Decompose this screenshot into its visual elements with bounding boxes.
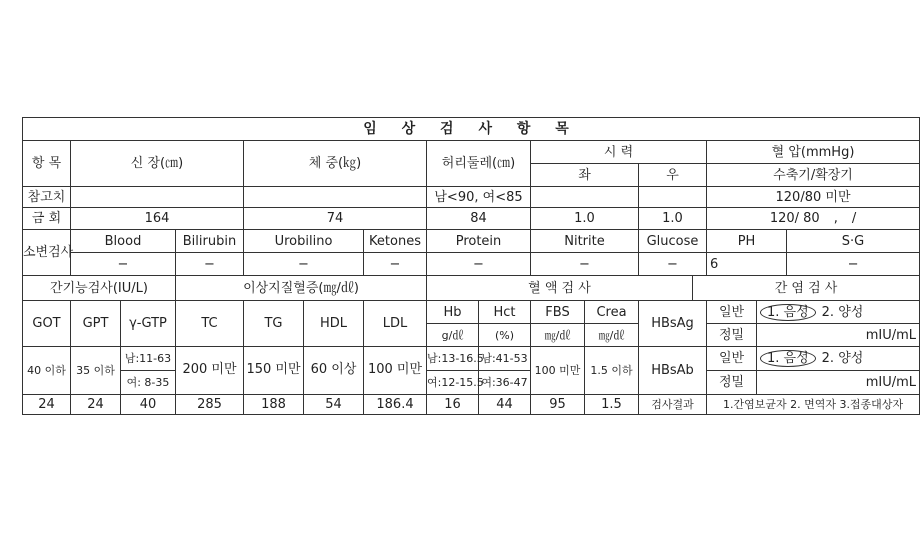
ldl-result: 186.4 (364, 395, 427, 415)
today-bp-main: 120/ 80 (769, 211, 820, 226)
urine-header-urobilino: Urobilino (244, 230, 364, 253)
hbsag-positive-option: 2. 양성 (821, 304, 864, 320)
hdl-header: HDL (304, 301, 364, 347)
today-waist: 84 (427, 208, 531, 230)
tc-ref: 200 미만 (176, 347, 244, 395)
gpt-header: GPT (71, 301, 121, 347)
hepatitis-result-options: 1.간염보균자 2. 면역자 3.접종대상자 (707, 395, 920, 415)
hbsab-general-result (757, 347, 920, 371)
tc-result: 285 (176, 395, 244, 415)
hct-header: Hct (479, 301, 531, 324)
today-height: 164 (71, 208, 244, 230)
hct-unit: (%) (479, 324, 531, 347)
crea-header: Crea (585, 301, 639, 324)
hb-ref-female: 여:12-15.5 (427, 371, 479, 395)
ref-waist: 남<90, 여<85 (427, 187, 531, 208)
urine-value-blood: − (71, 253, 176, 276)
hbsab-general-label: 일반 (707, 347, 757, 371)
hbsab-precise-label: 정밀 (707, 371, 757, 395)
urine-header-ph: PH (707, 230, 787, 253)
urine-label: 소변검사 (23, 230, 71, 276)
blood-section-header: 혈 액 검 사 (427, 276, 693, 301)
vision-right-header: 우 (639, 164, 707, 187)
bp-sub-header: 수축기/확장기 (707, 164, 920, 187)
urine-header-bilirubin: Bilirubin (176, 230, 244, 253)
hbsab-label: HBsAb (639, 347, 707, 395)
gpt-ref: 35 이하 (71, 347, 121, 395)
hdl-result: 54 (304, 395, 364, 415)
waist-header: 허리둘레(㎝) (427, 141, 531, 187)
height-header: 신 장(㎝) (71, 141, 244, 187)
clinical-test-table (22, 117, 920, 415)
liver-section-header: 간기능검사(IU/L) (23, 276, 176, 301)
ldl-ref: 100 미만 (364, 347, 427, 395)
urine-value-ph: 6 (707, 253, 787, 276)
urine-value-bilirubin: − (176, 253, 244, 276)
bp-header: 혈 압(mmHg) (707, 141, 920, 164)
hepatitis-result-label: 검사결과 (639, 395, 707, 415)
tg-ref: 150 미만 (244, 347, 304, 395)
tg-result: 188 (244, 395, 304, 415)
hbsag-label: HBsAg (639, 301, 707, 347)
vision-header: 시 력 (531, 141, 707, 164)
got-result: 24 (23, 395, 71, 415)
infection-section-header: 간 염 검 사 (693, 276, 920, 301)
fbs-ref: 100 미만 (531, 347, 585, 395)
urine-header-protein: Protein (427, 230, 531, 253)
urine-value-glucose: − (639, 253, 707, 276)
urine-value-protein: − (427, 253, 531, 276)
lipid-section-header: 이상지질혈증(㎎/㎗) (176, 276, 427, 301)
today-bp-slash: / (851, 211, 857, 226)
ggtp-header: γ-GTP (121, 301, 176, 347)
row-label-item: 항 목 (23, 141, 71, 187)
tg-header: TG (244, 301, 304, 347)
crea-ref: 1.5 이하 (585, 347, 639, 395)
ggtp-ref-male: 남:11-63 (121, 347, 176, 371)
urine-value-urobilino: − (244, 253, 364, 276)
urine-value-nitrite: − (531, 253, 639, 276)
urine-value-sg: − (787, 253, 920, 276)
ggtp-ref-female: 여: 8-35 (121, 371, 176, 395)
crea-result: 1.5 (585, 395, 639, 415)
ref-label: 참고치 (23, 187, 71, 208)
fbs-result: 95 (531, 395, 585, 415)
hbsag-precise-label: 정밀 (707, 324, 757, 347)
urine-header-sg: S·G (787, 230, 920, 253)
hbsag-negative-option: 1. 음성 (760, 304, 816, 321)
ggtp-result: 40 (121, 395, 176, 415)
urine-value-ketones: − (364, 253, 427, 276)
hb-header: Hb (427, 301, 479, 324)
weight-header: 체 중(㎏) (244, 141, 427, 187)
today-bp (707, 208, 920, 230)
hbsab-positive-option: 2. 양성 (821, 351, 864, 366)
crea-unit: ㎎/㎗ (585, 324, 639, 347)
fbs-unit: ㎎/㎗ (531, 324, 585, 347)
got-ref: 40 이하 (23, 347, 71, 395)
urine-header-glucose: Glucose (639, 230, 707, 253)
hbsag-general-result (757, 301, 920, 324)
hbsag-general-label: 일반 (707, 301, 757, 324)
hbsab-precise-unit: mIU/mL (757, 371, 920, 395)
today-weight: 74 (244, 208, 427, 230)
urine-header-nitrite: Nitrite (531, 230, 639, 253)
hb-result: 16 (427, 395, 479, 415)
urine-header-blood: Blood (71, 230, 176, 253)
hct-result: 44 (479, 395, 531, 415)
ref-bp: 120/80 미만 (707, 187, 920, 208)
gpt-result: 24 (71, 395, 121, 415)
hb-unit: g/㎗ (427, 324, 479, 347)
vision-left-header: 좌 (531, 164, 639, 187)
got-header: GOT (23, 301, 71, 347)
hdl-ref: 60 이상 (304, 347, 364, 395)
today-label: 금 회 (23, 208, 71, 230)
hct-ref-male: 남:41-53 (479, 347, 531, 371)
ldl-header: LDL (364, 301, 427, 347)
hbsag-precise-unit: mIU/mL (757, 324, 920, 347)
today-vision-left: 1.0 (531, 208, 639, 230)
tc-header: TC (176, 301, 244, 347)
hb-ref-male: 남:13-16.5 (427, 347, 479, 371)
today-bp-comma: , (833, 211, 838, 226)
hbsab-negative-option: 1. 음성 (760, 350, 816, 367)
urine-header-ketones: Ketones (364, 230, 427, 253)
fbs-header: FBS (531, 301, 585, 324)
today-vision-right: 1.0 (639, 208, 707, 230)
hct-ref-female: 여:36-47 (479, 371, 531, 395)
table-title: 임 상 검 사 항 목 (23, 118, 920, 141)
